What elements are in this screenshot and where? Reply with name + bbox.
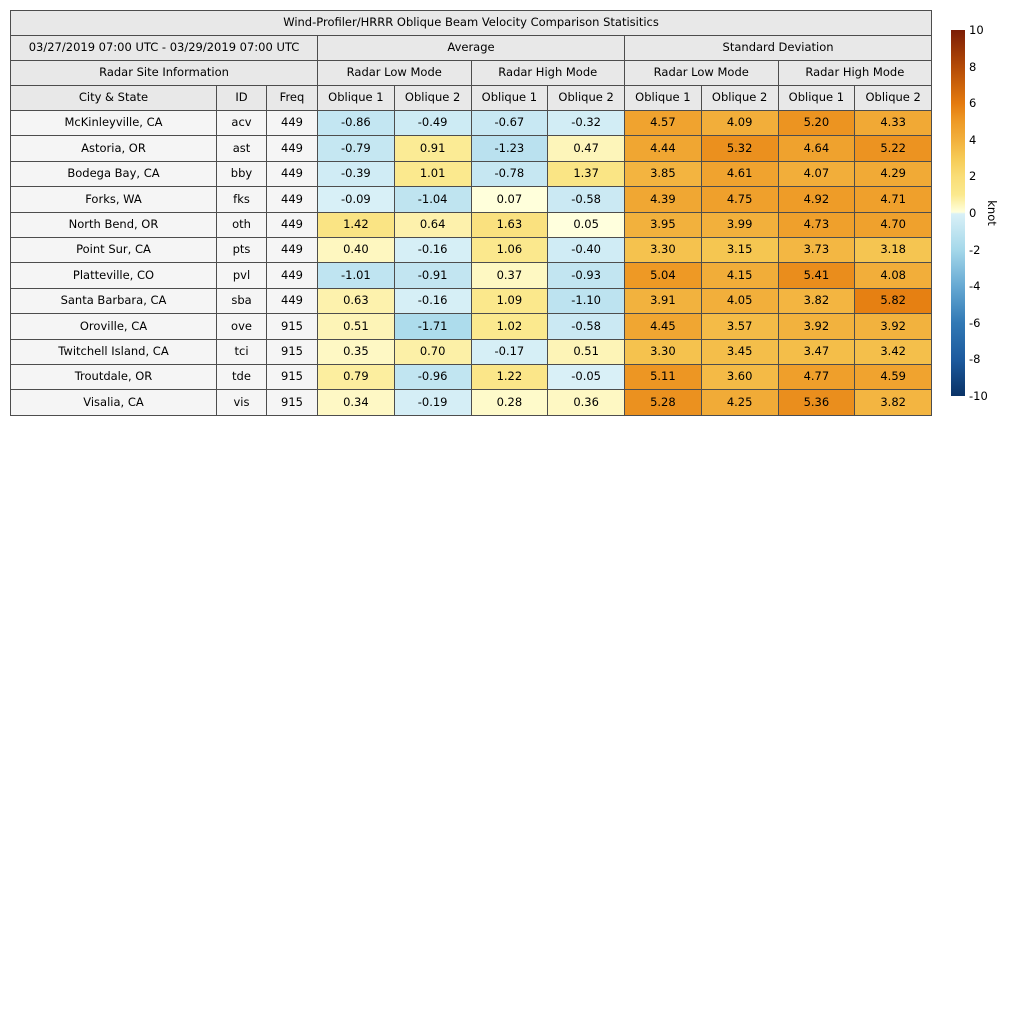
value-cell: 0.40	[318, 237, 395, 262]
colorbar-tick-label: 2	[969, 169, 977, 184]
colorbar	[951, 30, 965, 396]
value-cell: 1.22	[471, 364, 548, 389]
site-freq-cell: 915	[267, 364, 318, 389]
value-cell: 4.45	[625, 314, 702, 339]
table-row	[11, 263, 932, 288]
value-cell: 4.07	[778, 161, 855, 186]
table-row	[11, 111, 932, 136]
value-cell: 4.05	[701, 288, 778, 313]
site-city-cell: Forks, WA	[11, 187, 217, 212]
value-cell: 3.30	[625, 237, 702, 262]
value-cell: 1.02	[471, 314, 548, 339]
value-cell: -0.09	[318, 187, 395, 212]
table-row	[11, 339, 932, 364]
value-cell: 3.85	[625, 161, 702, 186]
site-freq-cell: 449	[267, 187, 318, 212]
value-cell: 3.60	[701, 364, 778, 389]
mode-header-avg-high: Radar High Mode	[471, 61, 625, 86]
value-cell: -1.71	[394, 314, 471, 339]
value-cell: 4.73	[778, 212, 855, 237]
value-cell: -0.05	[548, 364, 625, 389]
colorbar-tick-label: 0	[969, 206, 977, 220]
value-cell: 3.92	[778, 314, 855, 339]
colorbar-tick-label: 10	[969, 23, 984, 37]
value-cell: 3.95	[625, 212, 702, 237]
value-cell: 1.63	[471, 212, 548, 237]
site-freq-cell: 449	[267, 161, 318, 186]
value-cell: -0.58	[548, 187, 625, 212]
mode-header-row	[11, 61, 932, 86]
value-cell: 4.71	[855, 187, 932, 212]
value-cell: -1.23	[471, 136, 548, 161]
mode-header-avg-low: Radar Low Mode	[318, 61, 472, 86]
value-cell: 0.70	[394, 339, 471, 364]
value-cell: -0.91	[394, 263, 471, 288]
title-row	[11, 11, 932, 36]
value-cell: 0.35	[318, 339, 395, 364]
site-id-cell: sba	[217, 288, 267, 313]
date-range: 03/27/2019 07:00 UTC - 03/29/2019 07:00 UTC	[11, 36, 318, 61]
col-header-oblique1: Oblique 1	[778, 86, 855, 111]
site-freq-cell: 449	[267, 212, 318, 237]
value-cell: 3.45	[701, 339, 778, 364]
value-cell: 0.28	[471, 390, 548, 415]
value-cell: 0.05	[548, 212, 625, 237]
value-cell: -0.79	[318, 136, 395, 161]
value-cell: 1.42	[318, 212, 395, 237]
value-cell: 4.08	[855, 263, 932, 288]
site-id-cell: pts	[217, 237, 267, 262]
value-cell: 4.70	[855, 212, 932, 237]
colorbar-tick-label: 4	[969, 132, 977, 147]
table-row	[11, 390, 932, 415]
col-header-oblique1: Oblique 1	[318, 86, 395, 111]
value-cell: -0.49	[394, 111, 471, 136]
col-header-oblique2: Oblique 2	[855, 86, 932, 111]
table-row	[11, 288, 932, 313]
value-cell: 0.07	[471, 187, 548, 212]
site-id-cell: tde	[217, 364, 267, 389]
column-header-row	[11, 86, 932, 111]
value-cell: 0.37	[471, 263, 548, 288]
value-cell: 4.64	[778, 136, 855, 161]
site-freq-cell: 449	[267, 136, 318, 161]
value-cell: 0.64	[394, 212, 471, 237]
value-cell: 5.28	[625, 390, 702, 415]
site-id-cell: acv	[217, 111, 267, 136]
site-freq-cell: 449	[267, 263, 318, 288]
site-id-cell: bby	[217, 161, 267, 186]
page-title: Wind-Profiler/HRRR Oblique Beam Velocity Comparison Statisitics	[11, 11, 932, 36]
colorbar-tick-label: -10	[969, 389, 988, 403]
value-cell: 3.99	[701, 212, 778, 237]
value-cell: 4.92	[778, 187, 855, 212]
value-cell: 5.04	[625, 263, 702, 288]
site-city-cell: Santa Barbara, CA	[11, 288, 217, 313]
group-header-standard-deviation: Standard Deviation	[625, 36, 932, 61]
colorbar-tick-label: -8	[969, 352, 981, 367]
site-freq-cell: 449	[267, 237, 318, 262]
value-cell: 4.39	[625, 187, 702, 212]
value-cell: -0.39	[318, 161, 395, 186]
site-id-cell: tci	[217, 339, 267, 364]
site-city-cell: Point Sur, CA	[11, 237, 217, 262]
site-city-cell: Visalia, CA	[11, 390, 217, 415]
colorbar-tick-label: -6	[969, 315, 981, 330]
site-info-header: Radar Site Information	[11, 61, 318, 86]
site-freq-cell: 915	[267, 314, 318, 339]
group-header-row	[11, 36, 932, 61]
colorbar-tick-label: 6	[969, 96, 977, 111]
value-cell: 0.79	[318, 364, 395, 389]
value-cell: 4.25	[701, 390, 778, 415]
site-freq-cell: 449	[267, 288, 318, 313]
group-header-average: Average	[318, 36, 625, 61]
site-id-cell: vis	[217, 390, 267, 415]
table-row	[11, 364, 932, 389]
colorbar-unit-label: knot	[985, 200, 999, 226]
value-cell: 3.30	[625, 339, 702, 364]
value-cell: 5.82	[855, 288, 932, 313]
value-cell: 3.73	[778, 237, 855, 262]
value-cell: -0.19	[394, 390, 471, 415]
table-row	[11, 187, 932, 212]
value-cell: 4.09	[701, 111, 778, 136]
table-row	[11, 161, 932, 186]
col-header-oblique1: Oblique 1	[471, 86, 548, 111]
value-cell: 3.82	[778, 288, 855, 313]
site-city-cell: Astoria, OR	[11, 136, 217, 161]
value-cell: 0.34	[318, 390, 395, 415]
value-cell: 5.22	[855, 136, 932, 161]
value-cell: -1.04	[394, 187, 471, 212]
col-header-oblique2: Oblique 2	[394, 86, 471, 111]
site-city-cell: Twitchell Island, CA	[11, 339, 217, 364]
value-cell: 1.09	[471, 288, 548, 313]
site-id-cell: fks	[217, 187, 267, 212]
site-city-cell: Platteville, CO	[11, 263, 217, 288]
value-cell: 1.01	[394, 161, 471, 186]
value-cell: 4.44	[625, 136, 702, 161]
value-cell: 0.36	[548, 390, 625, 415]
site-freq-cell: 915	[267, 390, 318, 415]
value-cell: 4.29	[855, 161, 932, 186]
col-header-freq: Freq	[267, 86, 318, 111]
col-header-id: ID	[217, 86, 267, 111]
value-cell: 3.82	[855, 390, 932, 415]
value-cell: 3.18	[855, 237, 932, 262]
value-cell: 1.37	[548, 161, 625, 186]
site-id-cell: ast	[217, 136, 267, 161]
value-cell: 0.47	[548, 136, 625, 161]
colorbar-tick-label: -2	[969, 242, 981, 257]
value-cell: 0.91	[394, 136, 471, 161]
value-cell: -0.40	[548, 237, 625, 262]
value-cell: 3.42	[855, 339, 932, 364]
value-cell: -0.58	[548, 314, 625, 339]
table-row	[11, 314, 932, 339]
value-cell: -0.16	[394, 237, 471, 262]
value-cell: 4.57	[625, 111, 702, 136]
table-row	[11, 136, 932, 161]
value-cell: 0.51	[548, 339, 625, 364]
mode-header-std-high: Radar High Mode	[778, 61, 932, 86]
value-cell: -0.86	[318, 111, 395, 136]
colorbar-tick-label: -4	[969, 279, 981, 294]
value-cell: -0.32	[548, 111, 625, 136]
value-cell: 5.32	[701, 136, 778, 161]
value-cell: 5.11	[625, 364, 702, 389]
value-cell: 4.61	[701, 161, 778, 186]
value-cell: -1.01	[318, 263, 395, 288]
value-cell: -0.67	[471, 111, 548, 136]
value-cell: -0.96	[394, 364, 471, 389]
site-id-cell: ove	[217, 314, 267, 339]
value-cell: 5.36	[778, 390, 855, 415]
colorbar-tick-label: 8	[969, 59, 977, 74]
site-id-cell: oth	[217, 212, 267, 237]
col-header-oblique2: Oblique 2	[701, 86, 778, 111]
value-cell: 3.91	[625, 288, 702, 313]
col-header-oblique1: Oblique 1	[625, 86, 702, 111]
col-header-city-state: City & State	[11, 86, 217, 111]
value-cell: 4.33	[855, 111, 932, 136]
value-cell: 5.41	[778, 263, 855, 288]
value-cell: 0.51	[318, 314, 395, 339]
value-cell: 3.92	[855, 314, 932, 339]
col-header-oblique2: Oblique 2	[548, 86, 625, 111]
value-cell: 4.15	[701, 263, 778, 288]
site-freq-cell: 915	[267, 339, 318, 364]
value-cell: 4.75	[701, 187, 778, 212]
value-cell: -0.93	[548, 263, 625, 288]
site-city-cell: North Bend, OR	[11, 212, 217, 237]
value-cell: -0.78	[471, 161, 548, 186]
site-city-cell: Troutdale, OR	[11, 364, 217, 389]
value-cell: 3.47	[778, 339, 855, 364]
site-id-cell: pvl	[217, 263, 267, 288]
value-cell: 3.15	[701, 237, 778, 262]
mode-header-std-low: Radar Low Mode	[625, 61, 779, 86]
site-city-cell: Oroville, CA	[11, 314, 217, 339]
value-cell: -0.16	[394, 288, 471, 313]
value-cell: 0.63	[318, 288, 395, 313]
value-cell: 4.59	[855, 364, 932, 389]
stats-table	[10, 10, 932, 416]
table-row	[11, 237, 932, 262]
value-cell: 4.77	[778, 364, 855, 389]
table-row	[11, 212, 932, 237]
value-cell: 5.20	[778, 111, 855, 136]
value-cell: -1.10	[548, 288, 625, 313]
site-freq-cell: 449	[267, 111, 318, 136]
value-cell: -0.17	[471, 339, 548, 364]
value-cell: 3.57	[701, 314, 778, 339]
site-city-cell: McKinleyville, CA	[11, 111, 217, 136]
value-cell: 1.06	[471, 237, 548, 262]
site-city-cell: Bodega Bay, CA	[11, 161, 217, 186]
